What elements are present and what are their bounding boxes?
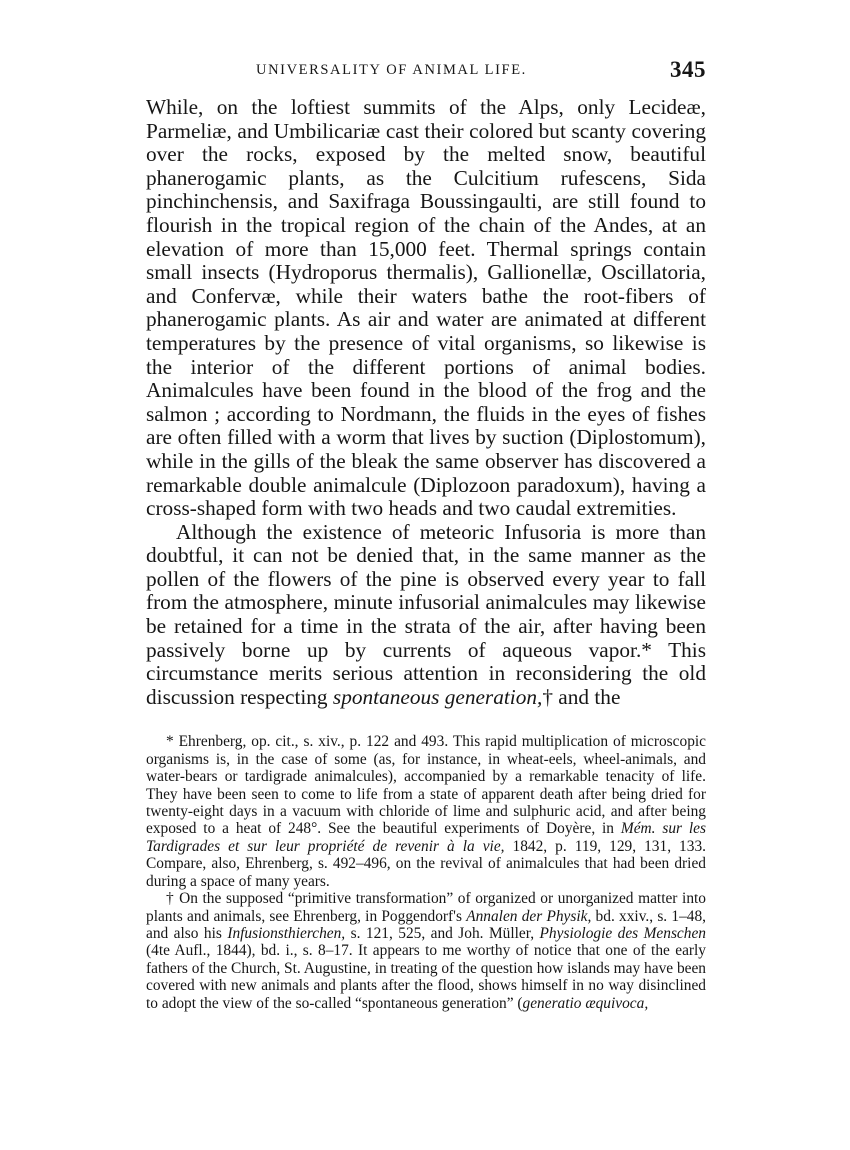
footnote-2-text-a: † On the supposed “primitive transformation” of organized or unorganized matter into plants and animals, see Ehrenberg, in Poggendorf's — [146, 890, 706, 925]
footnote-2 — [146, 890, 706, 1012]
paragraph-2-italic: spontaneous generation, — [332, 684, 543, 709]
footnotes — [146, 733, 706, 1012]
footnote-1-italic: Mém. sur les Tardigrades et sur leur propriété de revenir à la vie, — [146, 820, 706, 855]
running-head — [146, 58, 706, 92]
footnote-2-italic-3: Physiologie des Menschen — [539, 924, 706, 942]
footnote-1-text-b: 1842, p. 119, 129, 131, 133. Compare, also, Ehrenberg, s. 492–496, on the revival of animalcules that had been dried during a space of many years. — [146, 837, 706, 890]
paragraph-2-end: † and the — [542, 684, 621, 709]
footnote-1 — [146, 733, 706, 890]
footnote-2-text-c: s. 121, 525, and Joh. Müller, — [345, 924, 540, 942]
page-number: 345 — [670, 57, 706, 82]
book-page — [146, 58, 706, 1012]
footnote-2-text-b: bd. xxiv., s. 1–48, and also his — [146, 907, 707, 942]
paragraph-1: While, on the loftiest summits of the Alps, only Lecideæ, Parmeliæ, and Umbilicariæ cast their colored but scanty covering over the rocks, exposed by the melted snow, beautiful phanerogamic plants, as the Culcitium rufescens, Sida pinchinchensis, and Saxifraga Boussingaulti, are still found to flourish in the tropical region of the chain of the Andes, at an elevation of more than 15,000 feet. Thermal springs contain small insects (Hydroporus thermalis), Gallionellæ, Oscillatoria, and Confervæ, while their waters bathe the root-fibers of phanerogamic plants. As air and water are animated at different temperatures by the presence of vital organisms, so likewise is the interior of the different portions of animal bodies. Animalcules have been found in the blood of the frog and the salmon ; according to Nordmann, the fluids in the eyes of fishes are often filled with a worm that lives by suction (Diplostomum), while in the gills of the bleak the same observer has discovered a remarkable double animalcule (Diplozoon paradoxum), having a cross-shaped form with two heads and two caudal extremities. — [146, 95, 706, 521]
paragraph-2 — [146, 521, 706, 710]
footnote-1-text-a: * Ehrenberg, op. cit., s. xiv., p. 122 and 493. This rapid multiplication of microscopic organisms is, in the case of some (as, for instance, in wheat-eels, wheel-animals, and water-bears or tardigrade animalcules), accompanied by a remarkable tenacity of life. They have been seen to come to life from a state of apparent death after being dried for twenty-eight days in a vacuum with chloride of lime and sulphuric acid, and after being exposed to a heat of 248°. See the beautiful experiments of Doyère, in — [146, 733, 706, 838]
footnote-2-italic-2: Infusionsthierchen, — [227, 924, 346, 942]
footnote-2-italic-4: generatio æquivoca, — [522, 994, 649, 1012]
footnote-2-italic-1: Annalen der Physik, — [466, 907, 592, 925]
paragraph-2-text: Although the existence of meteoric Infusoria is more than doubtful, it can not be denied that, in the same manner as the pollen of the flowers of the pine is observed every year to fall from the atmosphere, minute infusorial animalcules may likewise be retained for a time in the strata of the air, after having been passively borne up by currents of aqueous vapor.* This circumstance merits serious attention in reconsidering the old discussion respecting — [146, 519, 706, 709]
footnote-2-text-d: (4te Aufl., 1844), bd. i., s. 8–17. It appears to me worthy of notice that one of the early fathers of the Church, St. Augustine, in treating of the question how islands may have been covered with new animals and plants after the flood, shows himself in no way disinclined to adopt the view of the so-called “spontaneous generation” ( — [146, 942, 706, 1012]
running-title: UNIVERSALITY OF ANIMAL LIFE. — [256, 62, 527, 78]
main-text — [146, 96, 706, 709]
